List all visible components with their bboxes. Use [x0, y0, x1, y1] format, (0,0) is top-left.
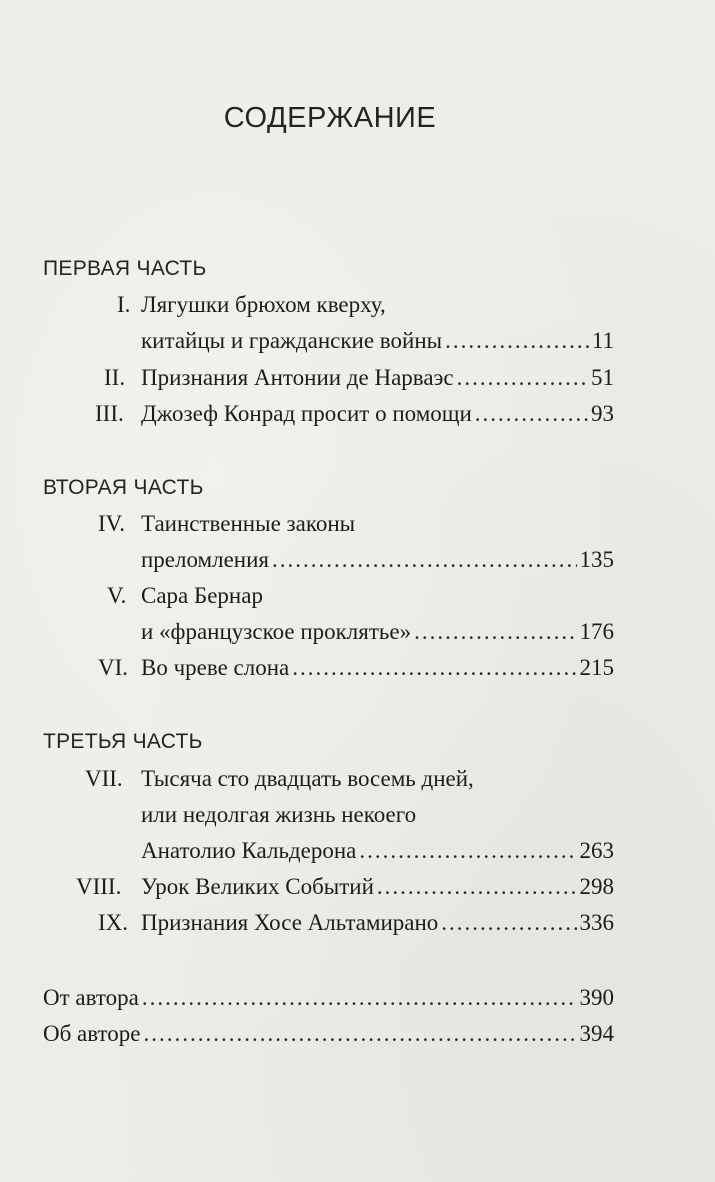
page-number: 176	[579, 619, 614, 644]
page-number: 390	[579, 985, 614, 1010]
dot-leader	[475, 397, 588, 431]
chapter-title-line: Джозеф Конрад просит о помощи	[141, 401, 472, 426]
chapter-title-line: Во чреве слона	[141, 655, 290, 680]
dot-leader	[457, 361, 588, 395]
page-number: 263	[579, 838, 614, 863]
chapter-title-line: Анатолио Кальдерона	[141, 838, 357, 863]
chapter-numeral-6: VI.	[98, 655, 129, 680]
toc-entry[interactable]	[141, 324, 614, 358]
chapter-numeral-8: VIII.	[76, 874, 122, 899]
chapter-title-line: Признания Антонии де Нарваэс	[141, 365, 454, 390]
chapter-numeral-5: V.	[107, 583, 127, 608]
page-number: 11	[591, 328, 614, 353]
toc-entry[interactable]	[141, 397, 614, 431]
page-number: 336	[579, 910, 614, 935]
page-number: 135	[579, 547, 614, 572]
dot-leader	[445, 324, 589, 358]
chapter-title-line: Таинственные законы	[141, 511, 356, 536]
dot-leader	[292, 651, 576, 685]
chapter-numeral-1: I.	[117, 292, 131, 317]
dot-leader	[272, 543, 577, 577]
back-matter-title: От автора	[43, 985, 139, 1010]
page-number: 215	[579, 655, 614, 680]
chapter-numeral-3: III.	[95, 401, 124, 426]
chapter-numeral-4: IV.	[98, 511, 126, 536]
dot-leader	[377, 870, 577, 904]
toc-entry[interactable]	[141, 906, 614, 940]
toc-entry[interactable]	[141, 615, 614, 649]
chapter-title-line: преломления	[141, 547, 269, 572]
chapter-title-line: Лягушки брюхом кверху,	[141, 292, 386, 317]
dot-leader	[414, 615, 576, 649]
dot-leader	[144, 1017, 577, 1051]
page-number: 394	[579, 1021, 614, 1046]
chapter-title-line: Сара Бернар	[141, 583, 263, 608]
part-title-2: ВТОРАЯ ЧАСТЬ	[43, 476, 204, 499]
toc-entry[interactable]	[141, 361, 614, 395]
part-title-1: ПЕРВАЯ ЧАСТЬ	[43, 257, 207, 280]
toc-entry[interactable]	[141, 834, 614, 868]
dot-leader	[359, 834, 576, 868]
chapter-title-line: и «французское проклятье»	[141, 619, 412, 644]
toc-entry[interactable]	[141, 651, 614, 685]
dot-leader	[142, 981, 577, 1015]
chapter-title-line: китайцы и гражданские войны	[141, 328, 443, 353]
back-matter-title: Об авторе	[43, 1021, 141, 1046]
dot-leader	[441, 906, 576, 940]
part-title-3: ТРЕТЬЯ ЧАСТЬ	[43, 730, 203, 753]
toc-entry-about-author[interactable]	[43, 1017, 614, 1051]
chapter-title-line: Признания Хосе Альтамирано	[141, 910, 439, 935]
page-number: 93	[591, 401, 614, 426]
chapter-title-line: Урок Великих Событий	[141, 874, 374, 899]
chapter-numeral-9: IX.	[98, 910, 129, 935]
page-number: 51	[591, 365, 614, 390]
toc-entry[interactable]	[141, 870, 614, 904]
toc-entry-about-author-note[interactable]	[43, 981, 614, 1015]
contents-heading: СОДЕРЖАНИЕ	[223, 102, 437, 134]
chapter-numeral-2: II.	[104, 365, 126, 390]
chapter-title-line: или недолгая жизнь некоего	[141, 802, 417, 827]
chapter-title-line: Тысяча сто двадцать восемь дней,	[141, 766, 474, 791]
chapter-numeral-7: VII.	[85, 766, 123, 791]
page-number: 298	[579, 874, 614, 899]
toc-entry[interactable]	[141, 543, 614, 577]
